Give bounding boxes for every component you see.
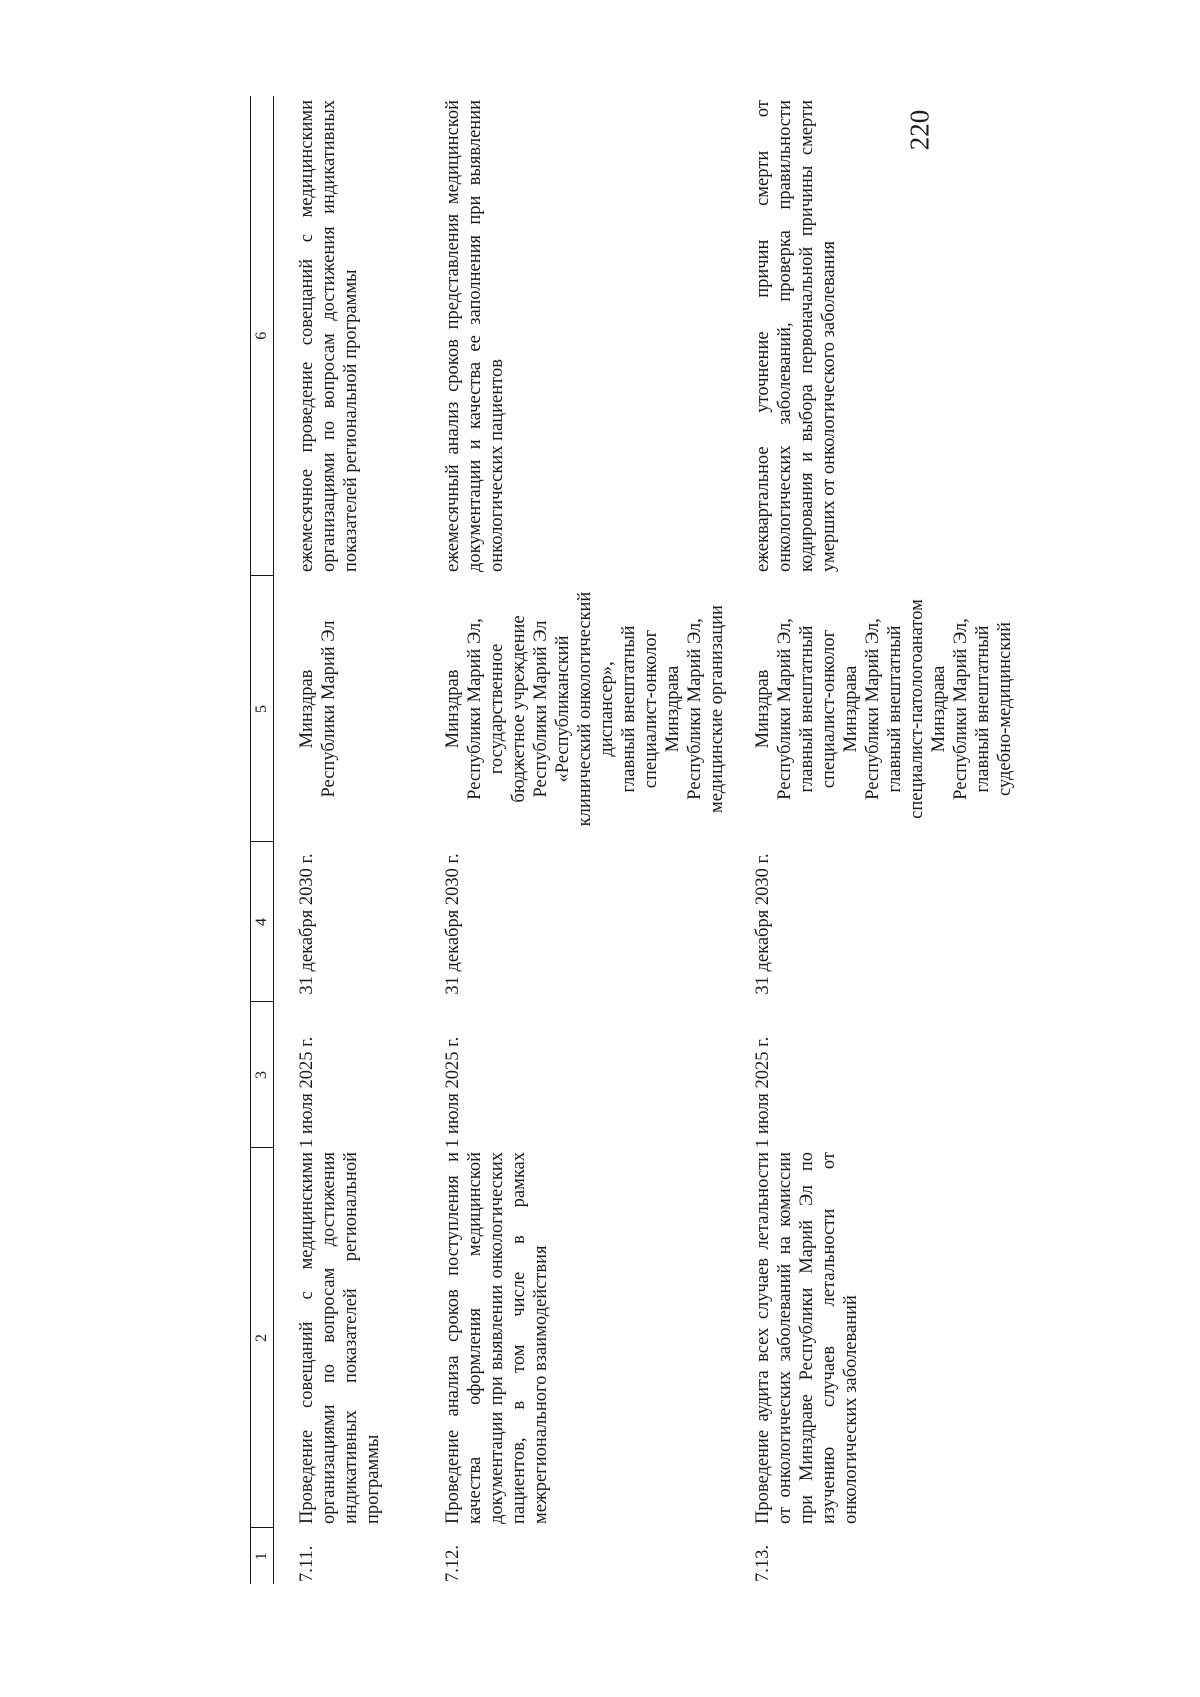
responsible-line: главный внештатный: [973, 625, 993, 793]
table-header-row: [251, 96, 274, 1584]
measures-table: [250, 96, 1052, 1584]
row-number: 7.12.: [443, 1545, 463, 1582]
table-row: [420, 96, 742, 1584]
responsible-line: специалист-патологоанатом: [907, 599, 927, 819]
responsible-line: Минздрав: [443, 669, 463, 749]
responsible-line: судебно-медицинский: [995, 621, 1015, 797]
responsible-line: Республики Марий Эл,: [685, 618, 705, 800]
responsible-executors: [420, 576, 742, 842]
column-header: 6: [251, 96, 274, 576]
responsible-line: клинический онкологический: [575, 591, 595, 827]
responsible-executors: [742, 576, 1052, 842]
table-row: [742, 96, 1052, 1584]
expected-result: ежеквартальное уточнение причин смерти от онкологических заболеваний, проверка правильности кодирования и выбора первоначальной причины смерти умерших от онкологического заболевания: [753, 100, 839, 572]
row-number: 7.13.: [753, 1545, 773, 1582]
end-date: 31 декабря 2030 г.: [297, 853, 317, 995]
end-date: 31 декабря 2030 г.: [443, 853, 463, 995]
responsible-line: Минздрава: [929, 665, 949, 753]
responsible-line: главный внештатный: [619, 625, 639, 793]
row-number: 7.11.: [297, 1545, 317, 1582]
event-description: Проведение аудита всех случаев летальности от онкологических заболеваний на комиссии при Минздраве Республики Марий Эл по изучению случаев летальности от онкологических заболеваний: [753, 1152, 861, 1524]
responsible-line: специалист-онколог: [819, 629, 839, 789]
start-date: 1 июля 2025 г.: [297, 1036, 317, 1148]
responsible-line: главный внештатный: [885, 625, 905, 793]
responsible-line: главный внештатный: [797, 625, 817, 793]
start-date: 1 июля 2025 г.: [443, 1036, 463, 1148]
start-date: 1 июля 2025 г.: [753, 1036, 773, 1148]
rotated-table-container: [250, 96, 1015, 1584]
column-header: 3: [251, 1002, 274, 1148]
page-number-text: 220: [904, 109, 935, 151]
column-header: 5: [251, 576, 274, 842]
expected-result: ежемесячное проведение совещаний с медицинскими организациями по вопросам достижения индикативных показателей региональной программы: [297, 100, 361, 572]
responsible-line: специалист-онколог: [641, 629, 661, 789]
end-date: 31 декабря 2030 г.: [753, 853, 773, 995]
responsible-line: Минздрава: [841, 665, 861, 753]
responsible-line: Минздрав: [297, 669, 317, 749]
responsible-line: Минздрава: [663, 665, 683, 753]
responsible-line: Республики Марий Эл,: [951, 618, 971, 800]
responsible-line: государственное: [487, 643, 507, 775]
responsible-line: Республики Марий Эл: [531, 620, 551, 798]
event-description: Проведение анализа сроков поступления и качества оформления медицинской документации при выявлении онкологических пациентов, в том числе в рамках межрегионального взаимодействия: [443, 1152, 551, 1524]
responsible-line: «Республиканский: [553, 635, 573, 783]
responsible-line: Республики Марий Эл,: [775, 618, 795, 800]
responsible-line: диспансер»,: [597, 661, 617, 757]
responsible-line: Республики Марий Эл,: [863, 618, 883, 800]
responsible-line: бюджетное учреждение: [509, 615, 529, 803]
column-header: 2: [251, 1148, 274, 1528]
responsible-line: медицинские организации: [707, 605, 727, 813]
column-header: 4: [251, 842, 274, 1002]
responsible-line: Республики Марий Эл: [319, 620, 339, 798]
column-header: 1: [251, 1528, 274, 1584]
expected-result: ежемесячный анализ сроков представления медицинской документации и качества ее заполнения при выявлении онкологических пациентов: [443, 100, 507, 572]
responsible-line: Республики Марий Эл,: [465, 618, 485, 800]
event-description: Проведение совещаний с медицинскими организациями по вопросам достижения индикативных показателей региональной программы: [297, 1152, 383, 1524]
responsible-line: Минздрав: [753, 669, 773, 749]
responsible-executors: [274, 576, 421, 842]
table-row: [274, 96, 421, 1584]
